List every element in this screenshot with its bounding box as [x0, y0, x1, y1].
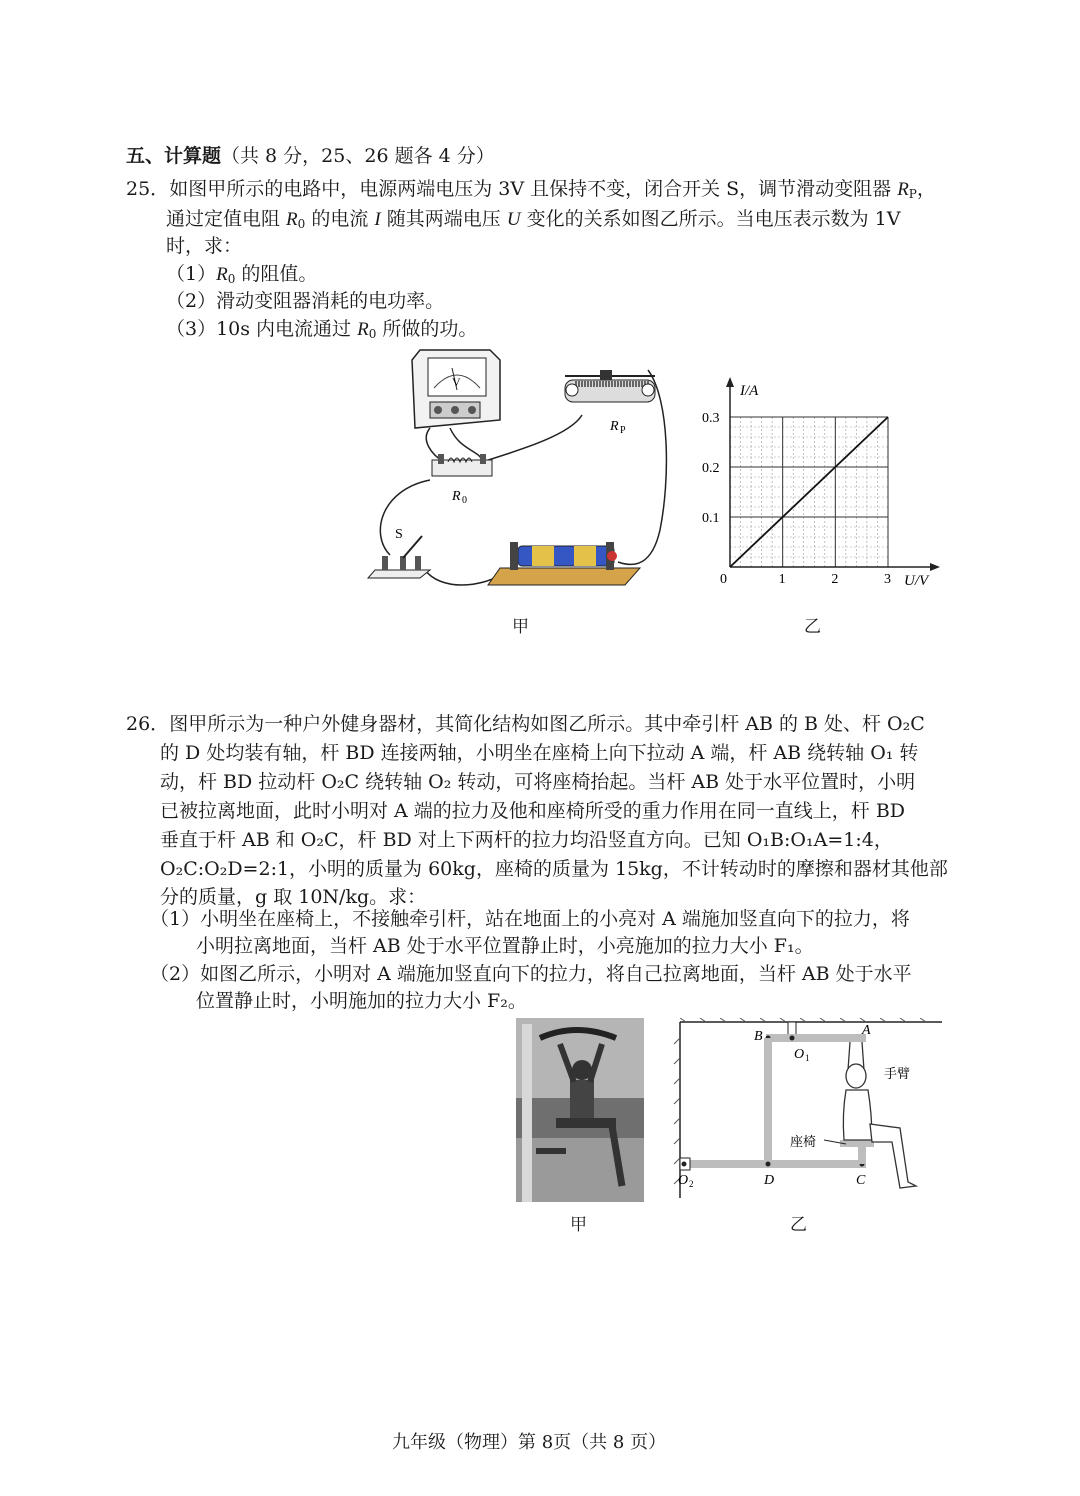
- q26-line-6: O₂C:O₂D=2:1，小明的质量为 60kg，座椅的质量为 15kg，不计转动时的摩擦和器材其他部: [160, 858, 948, 880]
- q25-line-3: 时，求：: [166, 235, 243, 257]
- pivot-o1: [790, 1036, 795, 1041]
- q26-line-7: 分的质量，g 取 10N/kg。求：: [160, 886, 427, 908]
- y-tick-label: 0.2: [702, 461, 720, 476]
- rp-sub: P: [620, 425, 626, 436]
- q26-part-2-b: 位置静止时，小明施加的拉力大小 F₂。: [196, 990, 527, 1012]
- meter-label: V: [452, 375, 461, 389]
- y-axis-arrow-icon: [726, 377, 734, 387]
- q25-fig-jia-caption: 甲: [512, 617, 529, 637]
- label-o1-sub: 1: [805, 1053, 810, 1063]
- q26-part-1-b: 小明拉离地面，当杆 AB 处于水平位置静止时，小亮施加的拉力大小 F₁。: [196, 935, 814, 957]
- rheostat-icon: [565, 370, 655, 402]
- q26-fig-jia-caption: 甲: [570, 1215, 587, 1235]
- x-tick-label: 3: [884, 572, 891, 587]
- q26-line-2: 的 D 处均装有轴，杆 BD 连接两轴，小明坐在座椅上向下拉动 A 端，杆 AB 绕转轴 O₁ 转: [160, 742, 919, 764]
- q25-part-2: （2）滑动变阻器消耗的电功率。: [166, 290, 445, 312]
- q25-part-1: $(1)R_0$ 的阻值。: [166, 263, 318, 286]
- x-tick-label: 0: [720, 572, 727, 587]
- q25-number: 25．: [126, 178, 170, 200]
- y-axis-label: I/A: [740, 383, 759, 399]
- label-o2-sub: 2: [689, 1179, 694, 1189]
- label-c: C: [856, 1173, 866, 1188]
- rod-ab: [766, 1034, 866, 1042]
- r0-sub: 0: [462, 495, 467, 506]
- r0-label: R: [452, 489, 461, 504]
- x-tick-label: 1: [778, 572, 786, 587]
- rp-label: R: [610, 419, 619, 434]
- x-axis-label: U/V: [904, 573, 929, 589]
- q25-line-2: 通过定值电阻 $R_0$ 的电流 I 随其两端电压 U 变化的关系如图乙所示。当电压表示数为 1V: [166, 208, 901, 231]
- q25-line-1: 25．如图甲所示的电路中，电源两端电压为 3V 且保持不变，闭合开关 S，调节滑动变阻器 $R_P$，: [126, 178, 936, 201]
- q26-part-2-a: （2）如图乙所示，小明对 A 端施加竖直向下的拉力，将自己拉离地面，当杆 AB 处于水平: [150, 963, 912, 985]
- pivot-o2: [682, 1162, 687, 1167]
- q26-line-5: 垂直于杆 AB 和 O₂C，杆 BD 对上下两杆的拉力均沿竖直方向。已知 O₁B:O₁A=1:4，: [160, 829, 893, 851]
- y-tick-label: 0.3: [702, 411, 720, 426]
- rod-bd: [764, 1038, 772, 1164]
- label-o1: O: [794, 1047, 805, 1062]
- point-d: [766, 1162, 771, 1167]
- label-arm: 手臂: [884, 1066, 911, 1081]
- section-heading: [126, 143, 495, 169]
- rod-o2c: [680, 1160, 866, 1168]
- q25-part-3: （3）10s 内电流通过 $R_0$ 所做的功。: [166, 318, 478, 341]
- q26-number: 26．: [126, 713, 170, 735]
- switch-icon: [368, 536, 430, 578]
- structure-diagram: [672, 1018, 948, 1204]
- label-o2: O: [678, 1173, 689, 1188]
- x-tick-label: 2: [831, 572, 839, 587]
- section-note: （共 8 分，25、26 题各 4 分）: [221, 145, 495, 167]
- q26-line-1: 26．图甲所示为一种户外健身器材，其简化结构如图乙所示。其中牵引杆 AB 的 B 处、杆 O₂C: [126, 713, 925, 735]
- label-b: B: [754, 1029, 763, 1044]
- q26-fig-yi-caption: 乙: [790, 1215, 807, 1235]
- y-tick-label: 0.1: [702, 511, 720, 526]
- section-title: 五、计算题: [126, 145, 222, 167]
- resistor-r0-icon: [432, 454, 492, 476]
- battery-icon: [488, 542, 640, 585]
- label-a: A: [862, 1023, 871, 1038]
- q25-fig-yi-caption: 乙: [804, 617, 821, 637]
- voltmeter-icon: [412, 350, 500, 428]
- label-seat: 座椅: [790, 1134, 817, 1149]
- label-d: D: [764, 1173, 775, 1188]
- page-footer: 九年级（物理）第 8页（共 8 页）: [392, 1432, 667, 1453]
- q26-line-4: 已被拉离地面，此时小明对 A 端的拉力及他和座椅所受的重力作用在同一直线上，杆 BD: [160, 800, 906, 822]
- switch-label: S: [395, 527, 403, 542]
- circuit-diagram: [360, 340, 680, 600]
- x-axis-arrow-icon: [930, 563, 940, 571]
- iu-graph: [700, 375, 945, 590]
- equipment-photo: [516, 1018, 644, 1202]
- q26-part-1-a: （1）小明坐在座椅上，不接触牵引杆，站在地面上的小亮对 A 端施加竖直向下的拉力，将: [150, 908, 910, 930]
- series-line: [730, 417, 888, 567]
- q26-line-3: 动，杆 BD 拉动杆 O₂C 绕转轴 O₂ 转动，可将座椅抬起。当杆 AB 处于水平位置时，小明: [160, 771, 916, 793]
